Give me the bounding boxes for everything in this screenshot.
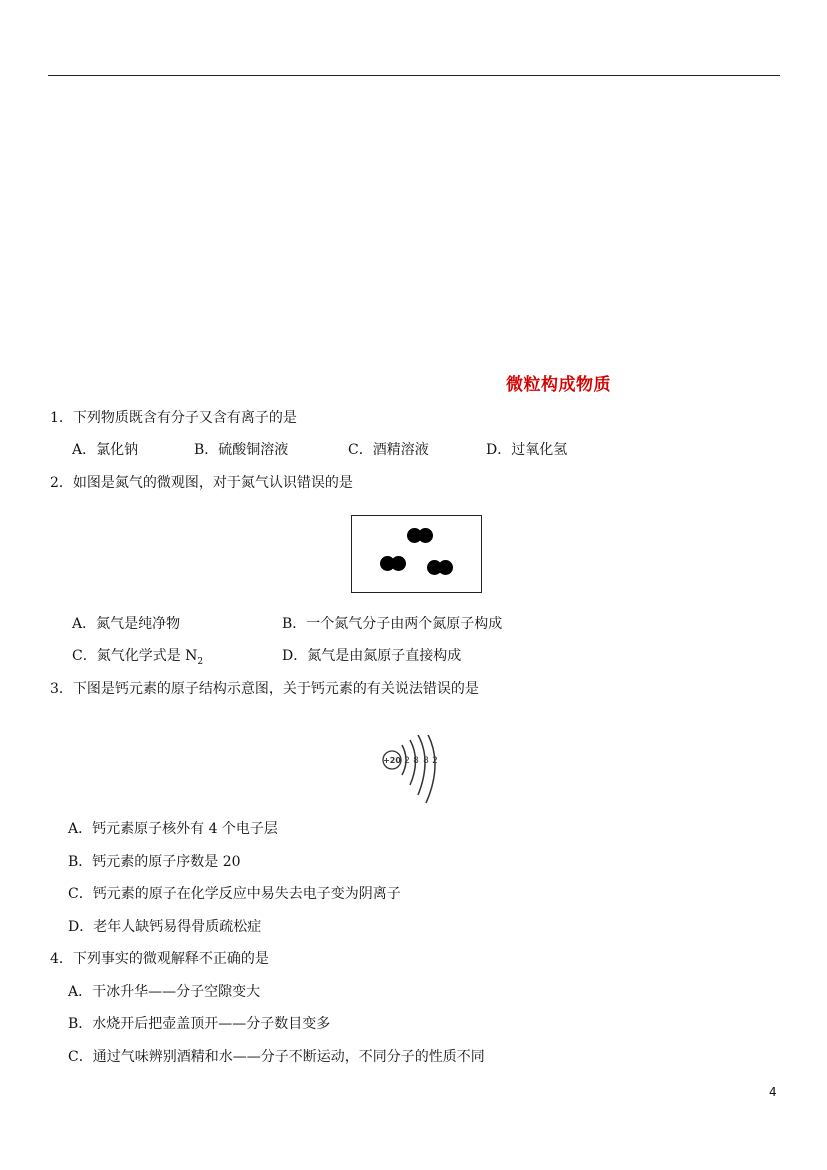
header-rule — [48, 75, 780, 76]
question-stem: 如图是氮气的微观图，对于氮气认识错误的是 — [72, 475, 353, 491]
option — [282, 615, 502, 633]
option-text: 氮气是由氮原子直接构成 — [307, 648, 462, 664]
option-letter: B． — [68, 1016, 93, 1032]
option-text: 钙元素的原子序数是 20 — [92, 854, 241, 870]
shell-electron-count: 2 — [404, 756, 410, 766]
question-4 — [50, 950, 269, 968]
option-letter: A． — [68, 984, 93, 1000]
option-letter: C． — [68, 1049, 93, 1065]
option-text: 氮气是纯净物 — [96, 616, 181, 632]
nitrogen-atom — [391, 556, 406, 571]
option — [72, 441, 138, 459]
question-stem: 下图是钙元素的原子结构示意图，关于钙元素的有关说法错误的是 — [72, 681, 479, 697]
nucleus-charge: +20 — [383, 756, 401, 765]
option-text: 一个氮气分子由两个氮原子构成 — [306, 616, 503, 632]
calcium-atom-structure-figure — [378, 735, 448, 805]
question-1 — [50, 409, 297, 427]
option — [68, 885, 401, 903]
option-letter: D． — [282, 648, 308, 664]
option-text: 钙元素原子核外有 4 个电子层 — [92, 821, 278, 837]
option — [68, 1048, 485, 1066]
question-3 — [50, 680, 479, 698]
subscript: 2 — [197, 656, 204, 667]
question-number: 3． — [50, 681, 73, 697]
shell-electron-count: 2 — [432, 756, 438, 766]
shell-electron-count: 8 — [423, 756, 429, 766]
nitrogen-molecule-figure — [351, 515, 482, 593]
nitrogen-atom — [438, 560, 453, 575]
electron-shell — [426, 735, 435, 803]
page-number: 4 — [769, 1085, 777, 1099]
option-letter: C． — [348, 442, 373, 458]
option — [68, 853, 241, 871]
option — [68, 1015, 330, 1033]
question-stem: 下列物质既含有分子又含有离子的是 — [72, 410, 297, 426]
option-letter: B． — [194, 442, 219, 458]
option — [282, 647, 461, 665]
option — [348, 441, 429, 459]
option-text: 过氧化氢 — [511, 442, 568, 458]
option-text: 氮气化学式是 N — [96, 648, 198, 664]
option-text: 通过气味辨别酒精和水——分子不断运动，不同分子的性质不同 — [92, 1049, 485, 1065]
option-text: 钙元素的原子在化学反应中易失去电子变为阴离子 — [92, 886, 401, 902]
option — [194, 441, 288, 459]
option-letter: B． — [282, 616, 307, 632]
question-2 — [50, 474, 353, 492]
option-letter: C． — [68, 886, 93, 902]
option — [68, 983, 260, 1001]
option-text: 干冰升华——分子空隙变大 — [92, 984, 261, 1000]
question-stem: 下列事实的微观解释不正确的是 — [72, 951, 269, 967]
shell-electron-count: 8 — [413, 756, 419, 766]
option-letter: C． — [72, 648, 97, 664]
question-number: 1． — [50, 410, 73, 426]
option-letter: D． — [486, 442, 512, 458]
question-number: 4． — [50, 951, 73, 967]
option — [486, 441, 567, 459]
option-text: 水烧开后把壶盖顶开——分子数目变多 — [92, 1016, 331, 1032]
page-title: 微粒构成物质 — [506, 375, 611, 395]
option — [68, 918, 261, 936]
option-text: 酒精溶液 — [372, 442, 429, 458]
option — [68, 820, 278, 838]
nitrogen-atom — [418, 528, 433, 543]
option-text: 老年人缺钙易得骨质疏松症 — [93, 919, 262, 935]
option-text: 硫酸铜溶液 — [218, 442, 289, 458]
option-letter: A． — [72, 442, 97, 458]
option-text: 氯化钠 — [96, 442, 139, 458]
option-letter: A． — [68, 821, 93, 837]
option-letter: D． — [68, 919, 94, 935]
question-number: 2． — [50, 475, 73, 491]
option — [72, 647, 203, 671]
option — [72, 615, 180, 633]
option-letter: B． — [68, 854, 93, 870]
option-letter: A． — [72, 616, 97, 632]
